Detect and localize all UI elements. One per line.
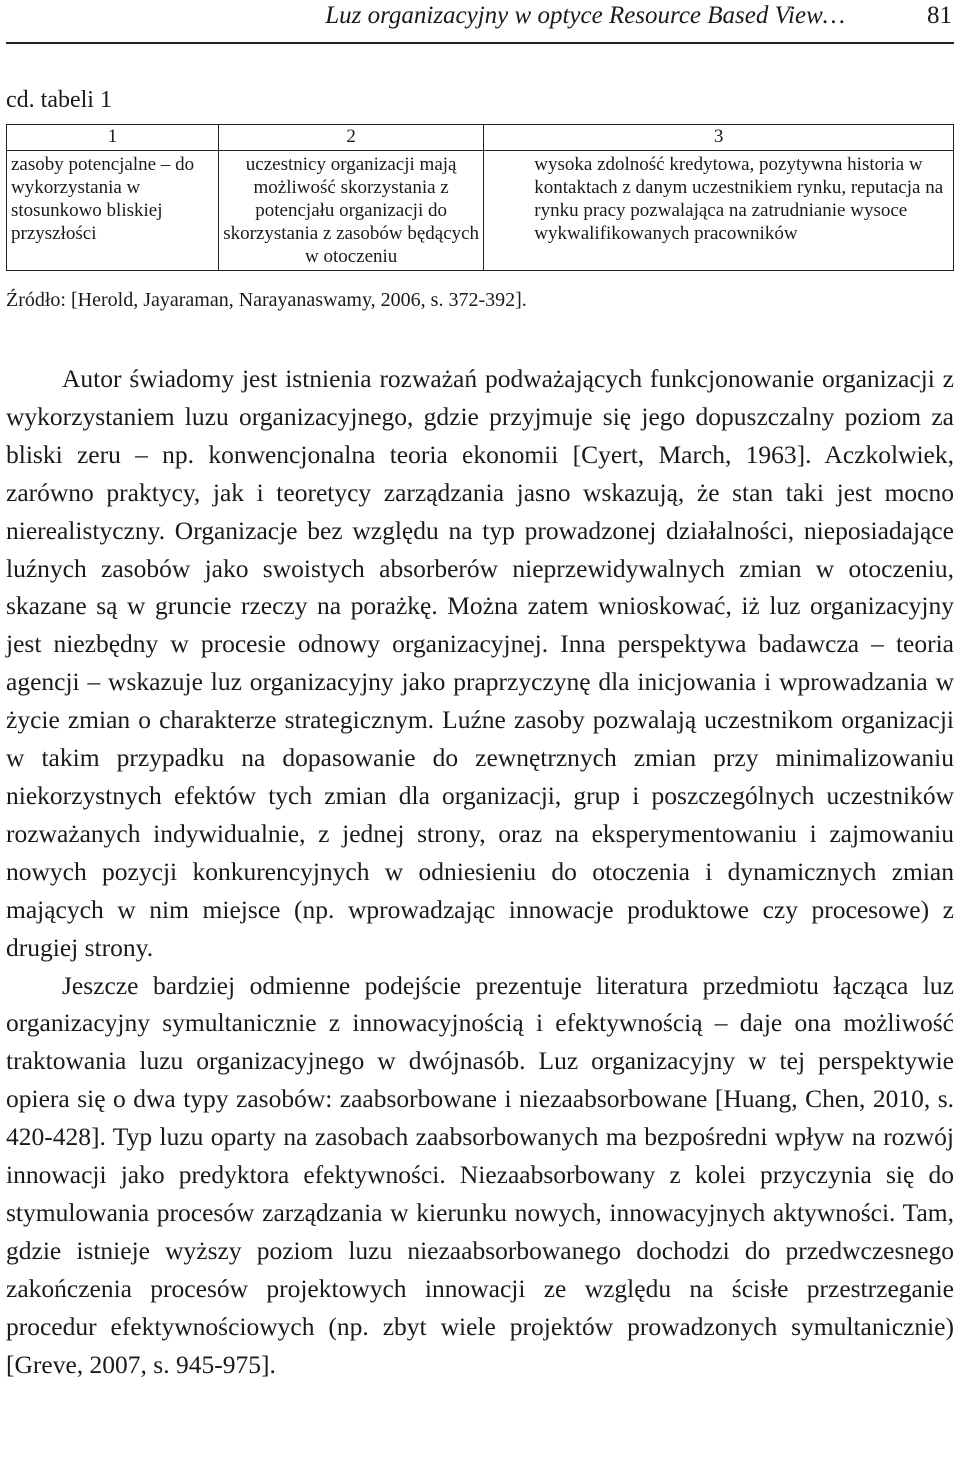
page-number: 81 — [927, 2, 952, 29]
table-source-note: Źródło: [Herold, Jayaraman, Narayanaswamy, 2006, s. 372-392]. — [6, 289, 527, 311]
resource-table — [6, 124, 954, 271]
table-row — [7, 151, 954, 271]
table-continuation-label: cd. tabeli 1 — [6, 87, 112, 113]
header-rule — [6, 42, 954, 44]
body-text — [6, 360, 954, 1383]
table-header-row — [7, 125, 954, 151]
table-cell-resource-type: zasoby potencjalne – do wykorzystania w stosunkowo bliskiej przyszłości — [7, 151, 219, 271]
table-header-cell: 2 — [219, 125, 484, 151]
running-header-title: Luz organizacyjny w optyce Resource Based View… — [325, 2, 845, 29]
paragraph: Jeszcze bardziej odmienne podejście prezentuje literatura przedmiotu łącząca luz organizacyjny symultanicznie z innowacyjnością i efektywnością – daje ona możliwość traktowania luzu organizacyjnego w dwójnasób. Luz organizacyjny w tej perspektywie opiera się o dwa typy zasobów: zaabsorbowane i niezaabsorbowane [Huang, Chen, 2010, s. 420-428]. Typ luzu oparty na zasobach zaabsorbowanych ma bezpośredni wpływ na rozwój innowacji jako predyktora efektywności. Niezaabsorbowany z kolei przyczynia się do stymulowania procesów zarządzania w kierunku nowych, innowacyjnych aktywności. Tam, gdzie istnieje wyższy poziom luzu niezaabsorbowanego dochodzi do przedwczesnego zakończenia procesów projektowych innowacji ze względu na ścisłe przestrzeganie procedur efektywnościowych (np. zbyt wiele projektów prowadzonych symultanicznie) [Greve, 2007, s. 945-975]. — [6, 970, 954, 1379]
table-header-cell: 3 — [484, 125, 954, 151]
running-header — [0, 0, 960, 36]
paragraph: Autor świadomy jest istnienia rozważań podważających funkcjonowanie organizacji z wykorzystaniem luzu organizacyjnego, gdzie przyjmuje się jego dopuszczalny poziom za bliski zeru – np. konwencjonalna teoria ekonomii [Cyert, March, 1963]. Aczkolwiek, zarówno praktycy, jak i teoretycy zarządzania jasno wskazują, że stan taki jest mocno nierealistyczny. Organizacje bez względu na typ prowadzonej działalności, nieposiadające luźnych zasobów jako swoistych absorberów nieprzewidywalnych zmian w otoczeniu, skazane są w gruncie rzeczy na porażkę. Można zatem wnioskować, iż luz organizacyjny jest niezbędny w procesie odnowy organizacyjnej. Inna perspektywa badawcza – teoria agencji – wskazuje luz organizacyjny jako praprzyczynę dla inicjowania i wprowadzania w życie zmian o charakterze strategicznym. Luźne zasoby pozwalają uczestnikom organizacji w takim przypadku na dopasowanie do zewnętrznych zmian przy minimalizowaniu niekorzystnych efektów tych zmian dla organizacji, grup i poszczególnych uczestników rozważanych indywidualnie, z jednej strony, oraz na eksperymentowaniu i zajmowaniu nowych pozycji konkurencyjnych w odniesieniu do otoczenia i dynamicznych zmian mających w nim miejsce (np. wprowadzając innowacje produktowe czy procesowe) z drugiej strony. — [6, 364, 954, 962]
table-header-cell: 1 — [7, 125, 219, 151]
table-cell-examples: wysoka zdolność kredytowa, pozytywna historia w kontaktach z danym uczestnikiem rynku, reputacja na rynku pracy pozwalająca na zatrudnianie wysoce wykwalifikowanych pracowników — [484, 151, 954, 271]
table-cell-description: uczestnicy organizacji mają możliwość skorzystania z potencjału organizacji do skorzystania z zasobów będących w otoczeniu — [219, 151, 484, 271]
